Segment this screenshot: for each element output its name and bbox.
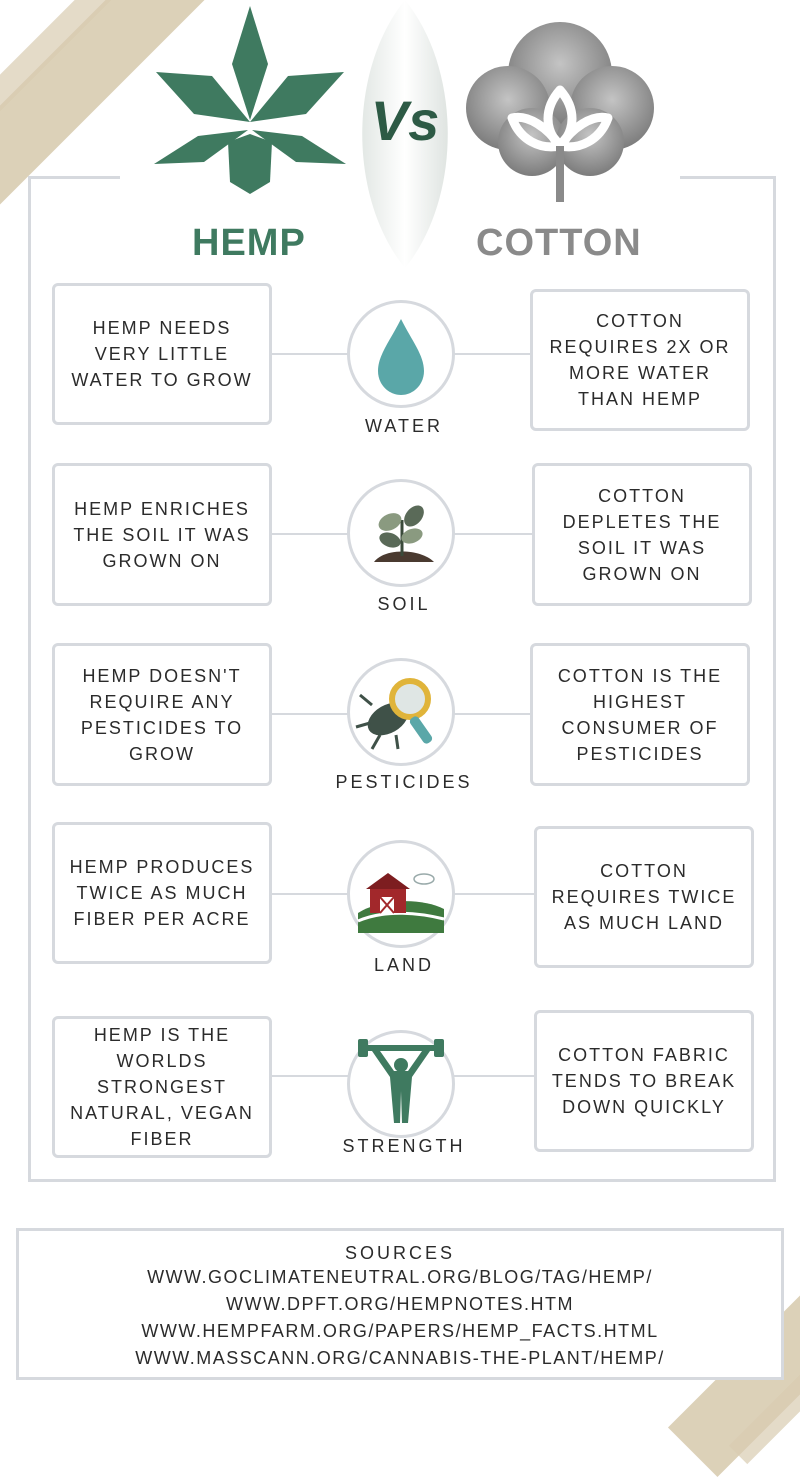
hemp-fact-strength: HEMP IS THE WORLDS STRONGEST NATURAL, VEGAN FIBER <box>52 1016 272 1158</box>
pesticides-icon-circle <box>347 658 455 766</box>
bug-magnifier-icon <box>350 661 452 763</box>
plant-soil-icon <box>350 482 452 584</box>
cotton-fact-soil: COTTON DEPLETES THE SOIL IT WAS GROWN ON <box>532 463 752 606</box>
source-link[interactable]: WWW.DPFT.ORG/HEMPNOTES.HTM <box>226 1294 574 1314</box>
pesticides-label: PESTICIDES <box>335 772 473 792</box>
water-drop-icon <box>350 303 452 405</box>
weightlifter-icon <box>350 1033 452 1135</box>
cotton-fact-strength: COTTON FABRIC TENDS TO BREAK DOWN QUICKLY <box>534 1010 754 1152</box>
sources-title: SOURCES <box>344 1243 455 1263</box>
cotton-fact-pesticides: COTTON IS THE HIGHEST CONSUMER OF PESTICIDES <box>530 643 750 786</box>
vs-label: Vs <box>370 89 440 152</box>
sources-box <box>16 1228 784 1380</box>
strength-label: STRENGTH <box>342 1136 466 1156</box>
barn-field-icon <box>350 843 452 945</box>
water-label: WATER <box>365 416 443 436</box>
land-icon-circle <box>347 840 455 948</box>
soil-icon-circle <box>347 479 455 587</box>
hemp-title: HEMP <box>192 222 306 264</box>
strength-icon-circle <box>347 1030 455 1138</box>
land-label: LAND <box>373 955 434 975</box>
cotton-boll-icon <box>462 12 662 212</box>
hemp-fact-pesticides: HEMP DOESN'T REQUIRE ANY PESTICIDES TO GROW <box>52 643 272 786</box>
cotton-title: COTTON <box>476 222 642 264</box>
hemp-fact-soil: HEMP ENRICHES THE SOIL IT WAS GROWN ON <box>52 463 272 606</box>
cotton-fact-land: COTTON REQUIRES TWICE AS MUCH LAND <box>534 826 754 968</box>
source-link[interactable]: WWW.HEMPFARM.ORG/PAPERS/HEMP_FACTS.HTML <box>141 1321 659 1341</box>
soil-label: SOIL <box>377 594 431 614</box>
source-link[interactable]: WWW.MASSCANN.ORG/CANNABIS-THE-PLANT/HEMP/ <box>135 1348 665 1368</box>
cotton-fact-water: COTTON REQUIRES 2X OR MORE WATER THAN HEMP <box>530 289 750 431</box>
hemp-leaf-icon <box>150 2 350 212</box>
hemp-fact-land: HEMP PRODUCES TWICE AS MUCH FIBER PER ACRE <box>52 822 272 964</box>
water-icon-circle <box>347 300 455 408</box>
hemp-fact-water: HEMP NEEDS VERY LITTLE WATER TO GROW <box>52 283 272 425</box>
source-link[interactable]: WWW.GOCLIMATENEUTRAL.ORG/BLOG/TAG/HEMP/ <box>147 1267 653 1287</box>
